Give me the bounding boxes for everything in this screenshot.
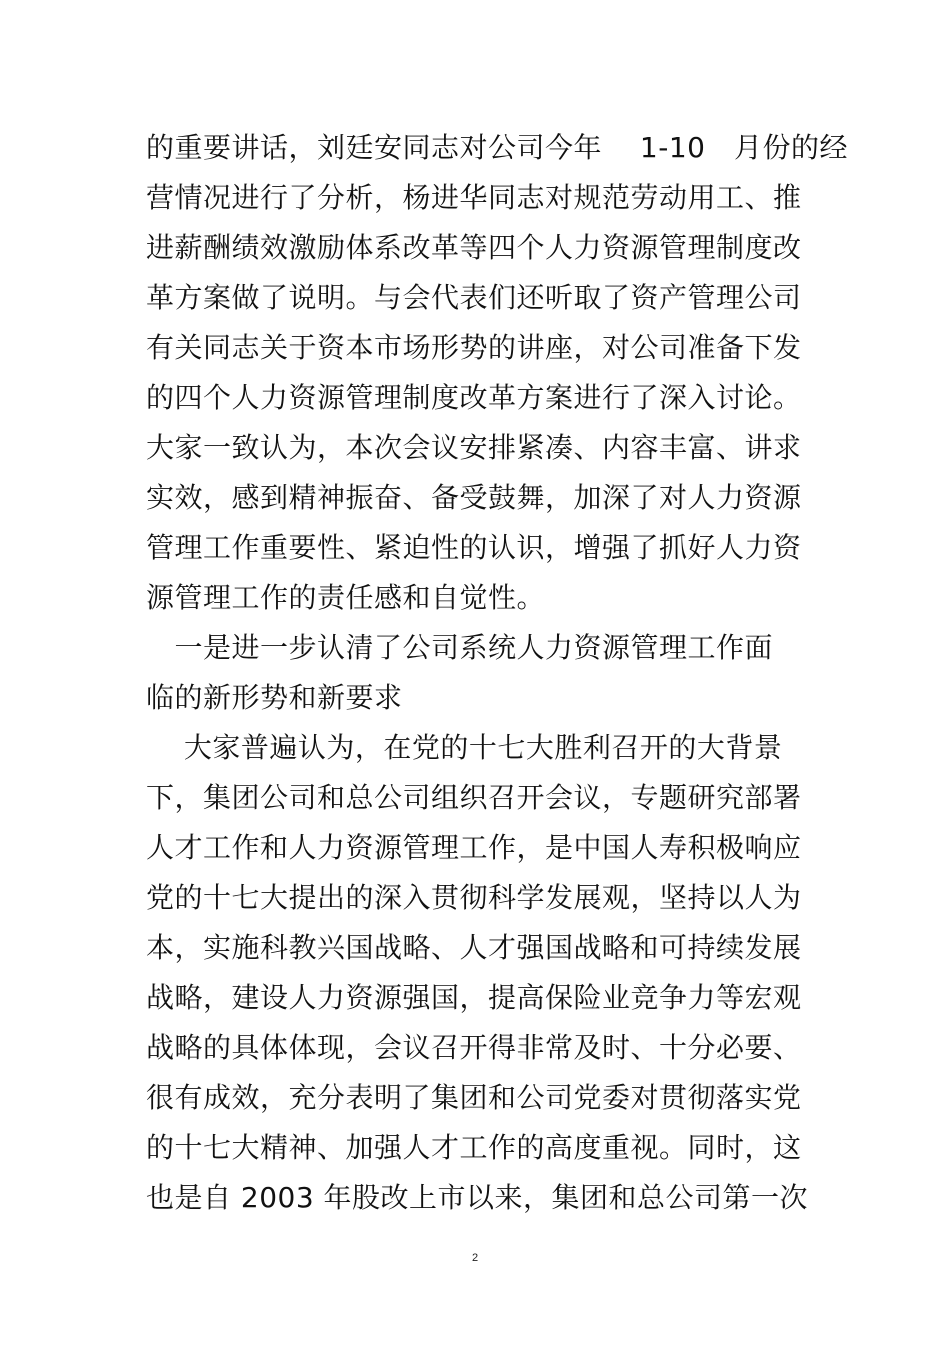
text-line: 本，实施科教兴国战略、人才强国战略和可持续发展: [146, 931, 802, 964]
text-line: 大家一致认为，本次会议安排紧凑、内容丰富、讲求: [146, 431, 802, 464]
text-line: 革方案做了说明。与会代表们还听取了资产管理公司: [146, 281, 802, 314]
text-line: 进薪酬绩效激励体系改革等四个人力资源管理制度改: [146, 231, 802, 264]
text-line: 源管理工作的责任感和自觉性。: [146, 581, 546, 614]
text-line: 营情况进行了分析，杨进华同志对规范劳动用工、推: [146, 181, 802, 214]
text-line: 很有成效，充分表明了集团和公司党委对贯彻落实党: [146, 1081, 802, 1114]
text-line: 战略的具体体现，会议召开得非常及时、十分必要、: [146, 1031, 802, 1064]
text-line: 人才工作和人力资源管理工作，是中国人寿积极响应: [146, 831, 802, 864]
text-line: 下，集团公司和总公司组织召开会议，专题研究部署: [146, 781, 802, 814]
text-line: 也是自 2003 年股改上市以来，集团和总公司第一次: [146, 1181, 809, 1214]
page-number: 2: [471, 1252, 479, 1264]
text-line: 一是进一步认清了公司系统人力资源管理工作面: [146, 631, 774, 664]
text-line: 管理工作重要性、紧迫性的认识，增强了抓好人力资: [146, 531, 802, 564]
text-line: 实效，感到精神振奋、备受鼓舞，加深了对人力资源: [146, 481, 802, 514]
text-line: 临的新形势和新要求: [146, 681, 403, 714]
text-line: 的四个人力资源管理制度改革方案进行了深入讨论。: [146, 381, 802, 414]
text-line: 的十七大精神、加强人才工作的高度重视。同时，这: [146, 1131, 802, 1164]
text-line: 的重要讲话，刘廷安同志对公司今年 1-10 月份的经: [146, 131, 848, 164]
text-line: 有关同志关于资本市场形势的讲座，对公司准备下发: [146, 331, 802, 364]
text-line: 党的十七大提出的深入贯彻科学发展观，坚持以人为: [146, 881, 802, 914]
text-line: 大家普遍认为，在党的十七大胜利召开的大背景: [146, 731, 783, 764]
text-line: 战略，建设人力资源强国，提高保险业竞争力等宏观: [146, 981, 802, 1014]
